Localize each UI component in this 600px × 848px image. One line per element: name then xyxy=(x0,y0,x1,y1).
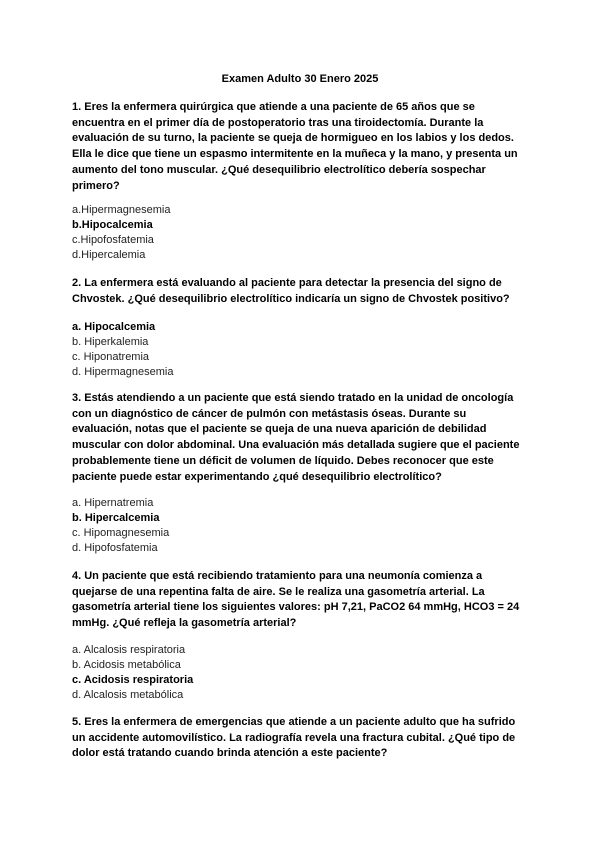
answer-option: d.Hipercalemia xyxy=(72,249,146,261)
question-5 xyxy=(72,715,552,762)
answer-option: b. Acidosis metabólica xyxy=(72,659,181,671)
correct-answer-option: c. Acidosis respiratoria xyxy=(72,674,194,686)
answer-option: a.Hipermagnesemia xyxy=(72,204,171,216)
question-1 xyxy=(72,100,552,194)
answer-option: a. Hipernatremia xyxy=(72,497,154,509)
question-text-line: 5. Eres la enfermera de emergencias que atiende a un paciente adulto que ha sufrido xyxy=(72,716,516,728)
answer-options xyxy=(72,643,193,703)
answer-option: c.Hipofosfatemia xyxy=(72,234,154,246)
question-text-line: probablemente tiene un déficit de volumen de líquido. Debes reconocer que este xyxy=(72,454,494,467)
answer-options xyxy=(72,203,170,263)
question-text-line: 2. La enfermera está evaluando al paciente para detectar la presencia del signo de xyxy=(72,277,502,289)
question-text-line: 1. Eres la enfermera quirúrgica que atiende a una paciente de 65 años que se xyxy=(72,101,475,113)
question-text-line: evaluación, notas que el paciente se queja de una nueva aparición de debilidad xyxy=(72,423,487,436)
question-text-line: Chvostek. ¿Qué desequilibrio electrolítico indicaría un signo de Chvostek positivo? xyxy=(72,292,510,305)
question-text-line: gasometría arterial tiene los siguientes valores: pH 7,21, PaCO2 64 mmHg, HCO3 = 24 xyxy=(72,601,520,614)
question-text-line: encuentra en el primer día de postoperatorio tras una tiroidectomía. Durante la xyxy=(72,116,484,129)
answer-option: a. Alcalosis respiratoria xyxy=(72,644,186,656)
question-2 xyxy=(72,276,552,307)
question-text-line: 4. Un paciente que está recibiendo tratamiento para una neumonía comienza a xyxy=(72,570,483,582)
question-text-line: quejarse de una repentina falta de aire. Se le realiza una gasometría arterial. La xyxy=(72,585,485,598)
answer-option: d. Hipofosfatemia xyxy=(72,542,158,554)
answer-option: d. Alcalosis metabólica xyxy=(72,689,184,701)
answer-option: b. Hiperkalemia xyxy=(72,336,149,348)
correct-answer-option: b.Hipocalcemia xyxy=(72,219,153,231)
answer-options xyxy=(72,496,169,556)
question-text-line: primero? xyxy=(72,179,120,192)
answer-option: d. Hipermagnesemia xyxy=(72,366,174,378)
question-text-line: muscular con dolor abdominal. Una evaluación más detallada sugiere que el paciente xyxy=(72,439,520,452)
question-text-line: aumento del tono muscular. ¿Qué desequilibrio electrolítico debería sospechar xyxy=(72,163,486,176)
question-text-line: mmHg. ¿Qué refleja la gasometría arterial? xyxy=(72,617,297,630)
question-text-line: dolor está tratando cuando brinda atención a este paciente? xyxy=(72,747,388,760)
question-text-line: Ella le dice que tiene un espasmo intermitente en la muñeca y la mano, y presenta un xyxy=(72,148,518,161)
answer-options xyxy=(72,320,174,380)
question-text-line: evaluación de su turno, la paciente se queja de hormigueo en los labios y los dedos. xyxy=(72,132,514,145)
correct-answer-option: a. Hipocalcemia xyxy=(72,321,156,333)
answer-option: c. Hiponatremia xyxy=(72,351,150,363)
document-title: Examen Adulto 30 Enero 2025 xyxy=(221,73,379,85)
question-text-line: un accidente automovilístico. La radiografía revela una fractura cubital. ¿Qué tipo de xyxy=(72,731,516,744)
correct-answer-option: b. Hipercalcemia xyxy=(72,512,160,524)
answer-option: c. Hipomagnesemia xyxy=(72,527,170,539)
question-text-line: con un diagnóstico de cáncer de pulmón con metástasis óseas. Durante su xyxy=(72,407,467,420)
question-3 xyxy=(72,391,552,485)
question-4 xyxy=(72,569,552,632)
question-text-line: paciente puede estar experimentando ¿qué desequilibrio electrolítico? xyxy=(72,470,442,483)
question-text-line: 3. Estás atendiendo a un paciente que está siendo tratado en la unidad de oncología xyxy=(72,392,514,404)
